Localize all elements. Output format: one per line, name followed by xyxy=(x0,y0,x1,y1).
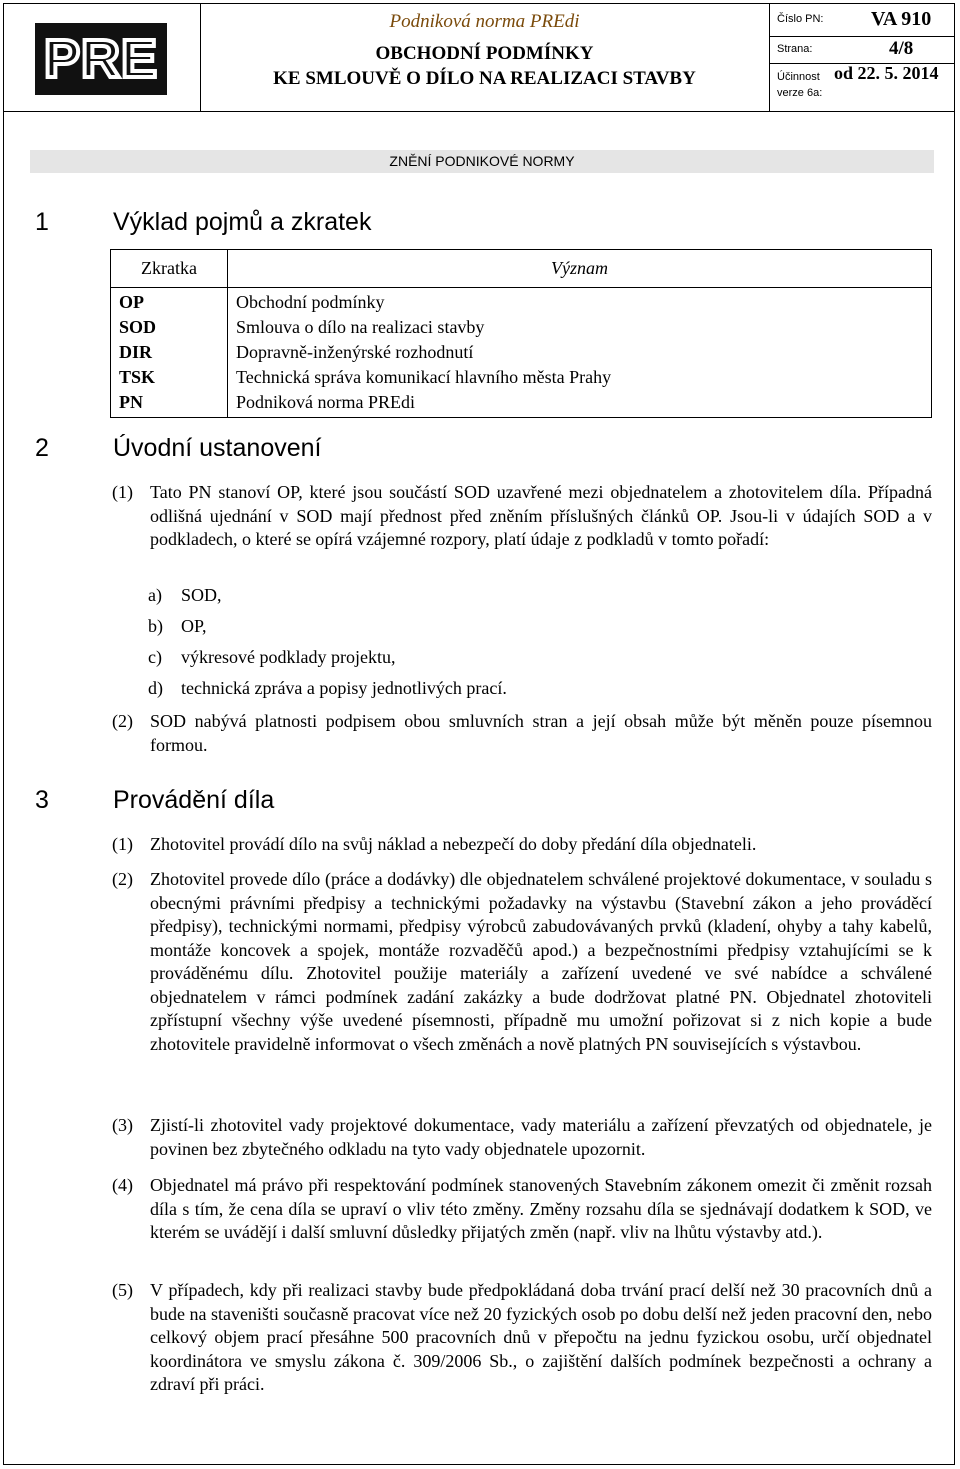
list-label: c) xyxy=(148,647,162,667)
paragraph-text: Tato PN stanoví OP, které jsou součástí SOD uzavřené mezi objednatelem a zhotovitelem díla. Případná odlišná ujednání v SOD mají přednost před zněním příslušných článků OP. Jsou-li v údajích SOD a v podkladech, o které se opírá vzájemné rozpory, platí údaje z podkladů v tomto pořadí: xyxy=(150,482,932,549)
paragraph-number: (1) xyxy=(112,482,133,502)
cislo-value: VA 910 xyxy=(871,8,932,30)
cislo-row xyxy=(769,3,955,37)
logo-cell xyxy=(3,3,201,111)
list-text: SOD, xyxy=(181,585,222,605)
paragraph xyxy=(112,1279,932,1397)
paragraph-number: (2) xyxy=(112,869,133,889)
title-line-2: KE SMLOUVĚ O DÍLO NA REALIZACI STAVBY xyxy=(273,68,696,89)
ucinnost-value: od 22. 5. 2014 xyxy=(834,63,939,83)
norm-label: Podniková norma PREdi xyxy=(389,11,580,32)
section-1-heading xyxy=(35,208,371,237)
paragraph xyxy=(112,710,932,757)
meaning-item: Smlouva o dílo na realizaci stavby xyxy=(236,317,485,337)
list-item xyxy=(148,678,507,709)
verze-label: verze 6a: xyxy=(777,87,823,99)
paragraph xyxy=(112,1114,932,1161)
list-item xyxy=(148,585,507,616)
paragraph xyxy=(112,868,932,1056)
list-label: b) xyxy=(148,616,163,636)
ucinnost-label: Účinnost xyxy=(777,71,820,83)
section-title: Úvodní ustanovení xyxy=(113,434,322,462)
priority-list xyxy=(148,585,507,709)
abbr-item: OP xyxy=(119,292,144,312)
strana-value: 4/8 xyxy=(889,38,914,59)
paragraph-number: (3) xyxy=(112,1115,133,1135)
strana-row xyxy=(769,36,955,64)
norm-banner xyxy=(30,150,934,173)
paragraph xyxy=(112,1174,932,1245)
section-number: 1 xyxy=(35,208,49,236)
abbr-item: TSK xyxy=(119,367,156,387)
meaning-item: Obchodní podmínky xyxy=(236,292,385,312)
list-item xyxy=(148,616,507,647)
list-label: a) xyxy=(148,585,162,605)
section-3-heading xyxy=(35,786,274,815)
column-header-abbr: Zkratka xyxy=(111,250,228,288)
section-number: 2 xyxy=(35,434,49,462)
table-body-row xyxy=(111,288,932,418)
paragraph-text: Objednatel má právo při respektování podmínek stanovených Stavebním zákonem omezit či změnit rozsah díla s tím, že cena díla se upraví o vliv této změny. Změny rozsahu díla se sjednávají dodatkem k SOD, ve kterém se uvádějí i další smluvní důsledky přijatých změn (např. vliv na lhůtu výstavby atd.). xyxy=(150,1175,932,1242)
column-header-meaning: Význam xyxy=(228,250,932,288)
abbr-item: DIR xyxy=(119,342,153,362)
paragraph-text: SOD nabývá platnosti podpisem obou smluvních stran a její obsah může být měněn pouze písemnou formou. xyxy=(150,711,932,755)
abbr-item: PN xyxy=(119,392,143,412)
document-header xyxy=(3,3,955,112)
paragraph-number: (4) xyxy=(112,1175,133,1195)
list-label: d) xyxy=(148,678,163,698)
paragraph-text: Zjistí-li zhotovitel vady projektové dokumentace, vady materiálu a zařízení převzatých od objednatele, je povinen bez zbytečného odkladu na tyto vady objednatele upozornit. xyxy=(150,1115,932,1159)
banner-text: ZNĚNÍ PODNIKOVÉ NORMY xyxy=(389,153,575,169)
table-header-row xyxy=(111,250,932,288)
paragraph-text: Zhotovitel provede dílo (práce a dodávky) dle objednatelem schválené projektové dokumentace, v souladu s obecnými právními předpisy a technickými požadavky na výstavbu (Stavební zákon a jeho prováděcí předpisy), technickými normami, předpisy výrobců zabudovávaných prvků (kladení, ohyby a tahy kabelů, montáže koncovek a spojek, montáže rozvaděčů apod.) a bezpečnostními předpisy vztahujícími se k prováděnému dílu. Zhotovitel použije materiály a zařízení uvedené ve své nabídce a schválené objednatelem v rámci podmínek zadání zakázky a bude dodržovat platné PN. Objednatel zhotoviteli zpřístupní všechny výše uvedené písemnosti, případně mu umožní pořizovat si z nich kopie a bude zhotovitele pravidelně informovat o všech změnách a nově platných PN souvisejících s výstavbou. xyxy=(150,869,932,1054)
meaning-item: Dopravně-inženýrské rozhodnutí xyxy=(236,342,474,362)
meaning-cell xyxy=(228,288,932,418)
section-title: Provádění díla xyxy=(113,786,275,814)
paragraph-text: V případech, kdy při realizaci stavby bude předpokládaná doba trvání prací delší než 30 pracovních dnů a bude na staveništi současně pracovat více než 20 fyzických osob po dobu delší než jeden pracovní den, nebo celkový objem prací přesáhne 500 pracovních dnů v přepočtu na jednu fyzickou osobu, určí objednatel koordinátora ve smyslu zákona č. 309/2006 Sb., o zajištění dalších podmínek bezpečnosti a ochrany a zdraví při práci. xyxy=(150,1280,932,1394)
header-title-cell xyxy=(200,3,770,111)
abbreviation-table xyxy=(110,249,932,418)
list-text: technická zpráva a popisy jednotlivých prací. xyxy=(181,678,507,698)
paragraph xyxy=(112,833,932,857)
meaning-item: Technická správa komunikací hlavního města Prahy xyxy=(236,367,612,387)
strana-label: Strana: xyxy=(777,43,813,55)
meaning-item: Podniková norma PREdi xyxy=(236,392,415,412)
abbr-cell xyxy=(111,288,228,418)
header-meta-cell xyxy=(769,3,955,111)
ucinnost-row xyxy=(769,63,955,111)
list-item xyxy=(148,647,507,678)
paragraph-number: (2) xyxy=(112,711,133,731)
cislo-label: Číslo PN: xyxy=(777,13,824,25)
section-number: 3 xyxy=(35,786,49,814)
paragraph-text: Zhotovitel provádí dílo na svůj náklad a nebezpečí do doby předání díla objednateli. xyxy=(150,834,757,854)
list-text: výkresové podklady projektu, xyxy=(181,647,396,667)
list-text: OP, xyxy=(181,616,207,636)
section-2-heading xyxy=(35,434,321,463)
title-line-1: OBCHODNÍ PODMÍNKY xyxy=(375,43,594,64)
paragraph-number: (5) xyxy=(112,1280,133,1300)
pre-logo xyxy=(35,23,167,95)
section-title: Výklad pojmů a zkratek xyxy=(113,208,372,236)
logo-text: PRE xyxy=(43,29,159,89)
paragraph xyxy=(112,481,932,552)
paragraph-number: (1) xyxy=(112,834,133,854)
abbr-item: SOD xyxy=(119,317,157,337)
